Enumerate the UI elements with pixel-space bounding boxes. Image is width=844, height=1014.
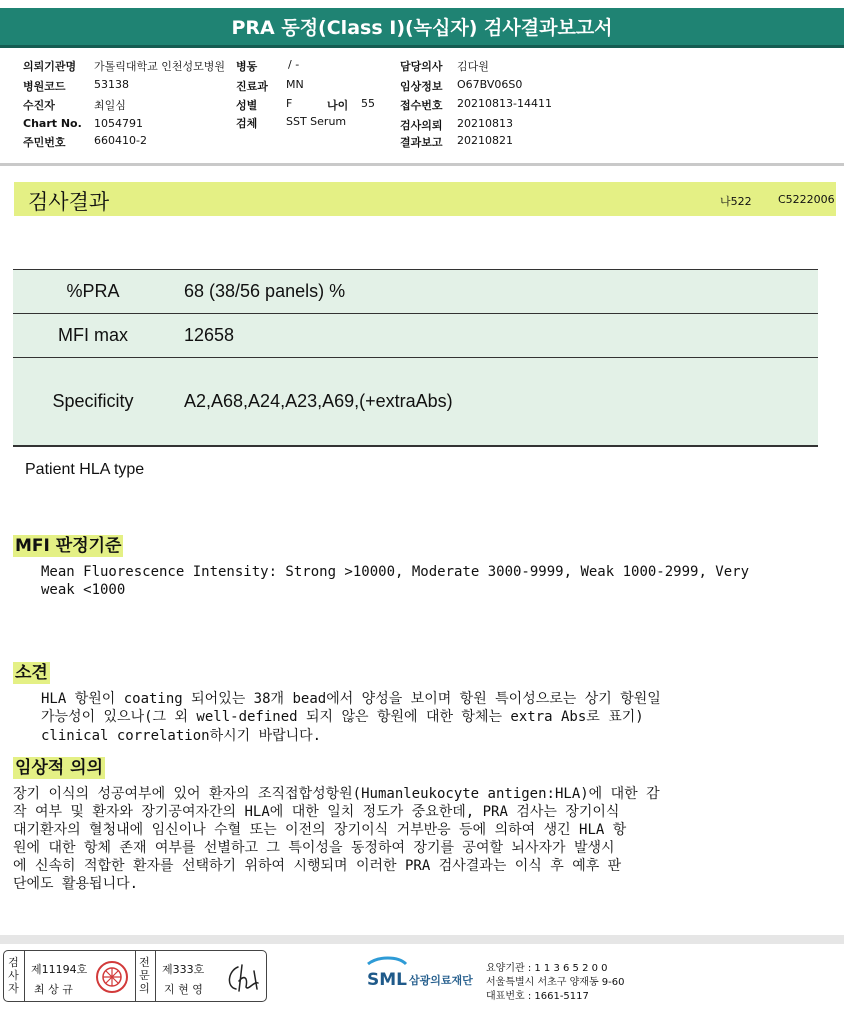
svg-text:SML: SML — [367, 970, 407, 990]
divider — [155, 951, 156, 1001]
result-value: 68 (38/56 panels) % — [184, 281, 346, 301]
mfi-criteria-text: weak <1000 — [41, 582, 126, 598]
result-code: 나522 — [720, 195, 752, 208]
clinical-significance-text: 대기환자의 혈청내에 임신이나 수혈 또는 이전의 장기이식 거부반응 등에 의하여 생긴 HLA 항 — [13, 822, 627, 838]
clinical-info-value: O67BV06S0 — [457, 78, 523, 91]
patient-label: 수진자 — [23, 99, 55, 112]
clinical-significance-title: 임상적 의의 — [15, 758, 104, 778]
receipt-no-label: 접수번호 — [400, 99, 443, 112]
receipt-no-value: 20210813-14411 — [457, 97, 552, 110]
result-section-bar — [14, 182, 836, 216]
institution-label: 의뢰기관명 — [23, 60, 77, 73]
table-row — [13, 313, 818, 357]
clinical-significance-text: 작 여부 및 환자와 장기공여자간의 HLA에 대한 일치 정도가 중요한데, PRA 검사는 장기이식 — [13, 804, 620, 820]
result-value: 12658 — [184, 325, 235, 345]
chart-no-label: Chart No. — [23, 117, 82, 130]
clinical-significance-text: 장기 이식의 성공여부에 있어 환자의 조직접합성항원(Humanleukocyte antigen:HLA)에 대한 감 — [13, 786, 660, 802]
sex-value: F — [286, 97, 293, 110]
ward-label: 병동 — [236, 60, 258, 73]
age-label: 나이 — [327, 99, 349, 112]
org-phone: 대표번호 : 1661-5117 — [486, 991, 589, 1002]
clinical-info-label: 임상정보 — [400, 80, 443, 93]
specialist-label: 전 문 의 — [139, 956, 150, 995]
results-table — [13, 269, 818, 447]
hla-type-label: Patient HLA type — [25, 461, 145, 478]
institution-value: 가톨릭대학교 인천성모병원 — [94, 60, 226, 73]
result-label: Specificity — [52, 391, 134, 411]
org-address: 서울특별시 서초구 양재동 9-60 — [486, 977, 625, 988]
divider — [13, 445, 818, 447]
table-row — [13, 357, 818, 445]
seal-icon — [94, 959, 130, 995]
result-value: A2,A68,A24,A23,A69,(+extraAbs) — [184, 391, 453, 411]
request-date-label: 검사의뢰 — [400, 119, 443, 132]
result-label: MFI max — [58, 325, 128, 345]
hospital-code-value: 53138 — [94, 78, 129, 91]
specimen-label: 검체 — [236, 117, 258, 130]
hospital-code-label: 병원코드 — [23, 80, 66, 93]
dept-value: MN — [286, 78, 304, 91]
clinical-significance-text: 에 신속히 적합한 환자를 선택하기 위하여 시행되며 이러한 PRA 검사결과는 이식 후 예후 판 — [13, 858, 622, 874]
result-code: C5222006 — [778, 193, 835, 206]
patient-value: 최일심 — [94, 99, 126, 112]
ward-value: / - — [288, 58, 300, 71]
tester-name: 최 상 규 — [34, 983, 73, 996]
institution-code: 요양기관 : 1 1 3 6 5 2 0 0 — [486, 963, 608, 974]
mfi-criteria-text: Mean Fluorescence Intensity: Strong >10000, Moderate 3000-9999, Weak 1000-2999, Very — [41, 564, 750, 580]
result-section-title: 검사결과 — [28, 190, 110, 214]
divider — [0, 935, 844, 944]
table-row — [13, 269, 818, 313]
mfi-criteria-title: MFI 판정기준 — [15, 536, 122, 556]
findings-text: HLA 항원이 coating 되어있는 38개 bead에서 양성을 보이며 항원 특이성으로는 상기 항원일 — [41, 691, 661, 707]
report-date-value: 20210821 — [457, 134, 513, 147]
specialist-name: 지 현 영 — [164, 983, 203, 996]
sml-logo-icon — [364, 956, 410, 996]
dept-label: 진료과 — [236, 80, 268, 93]
tester-label: 검 사 자 — [8, 956, 19, 995]
chart-no-value: 1054791 — [94, 117, 143, 130]
findings-title: 소견 — [15, 663, 48, 683]
result-label: %PRA — [66, 281, 120, 301]
id-no-value: 660410-2 — [94, 134, 147, 147]
specimen-value: SST Serum — [286, 115, 347, 128]
id-no-label: 주민번호 — [23, 136, 66, 149]
org-name: 삼광의료재단 — [409, 974, 473, 987]
doctor-value: 김다원 — [457, 60, 489, 73]
tester-license-no: 제11194호 — [31, 963, 88, 976]
divider — [24, 951, 25, 1001]
handwritten-signature-icon — [224, 961, 264, 995]
findings-text: clinical correlation하시기 바랍니다. — [41, 728, 322, 744]
sex-label: 성별 — [236, 99, 258, 112]
doctor-label: 담당의사 — [400, 60, 443, 73]
divider — [0, 163, 844, 166]
divider — [135, 951, 136, 1001]
report-title: PRA 동정(Class I)(녹십자) 검사결과보고서 — [0, 8, 844, 48]
findings-text: 가능성이 있으나(그 외 well-defined 되지 않은 항원에 대한 항체는 extra Abs로 표기) — [41, 709, 644, 725]
specialist-license-no: 제333호 — [162, 963, 205, 976]
request-date-value: 20210813 — [457, 117, 513, 130]
age-value: 55 — [361, 97, 375, 110]
clinical-significance-text: 원에 대한 항체 존재 여부를 선별하고 그 특이성을 동정하여 장기를 공여할 뇌사자가 발생시 — [13, 840, 615, 856]
report-date-label: 결과보고 — [400, 136, 443, 149]
clinical-significance-text: 단에도 활용됩니다. — [13, 876, 139, 892]
signature-box — [3, 950, 267, 1002]
